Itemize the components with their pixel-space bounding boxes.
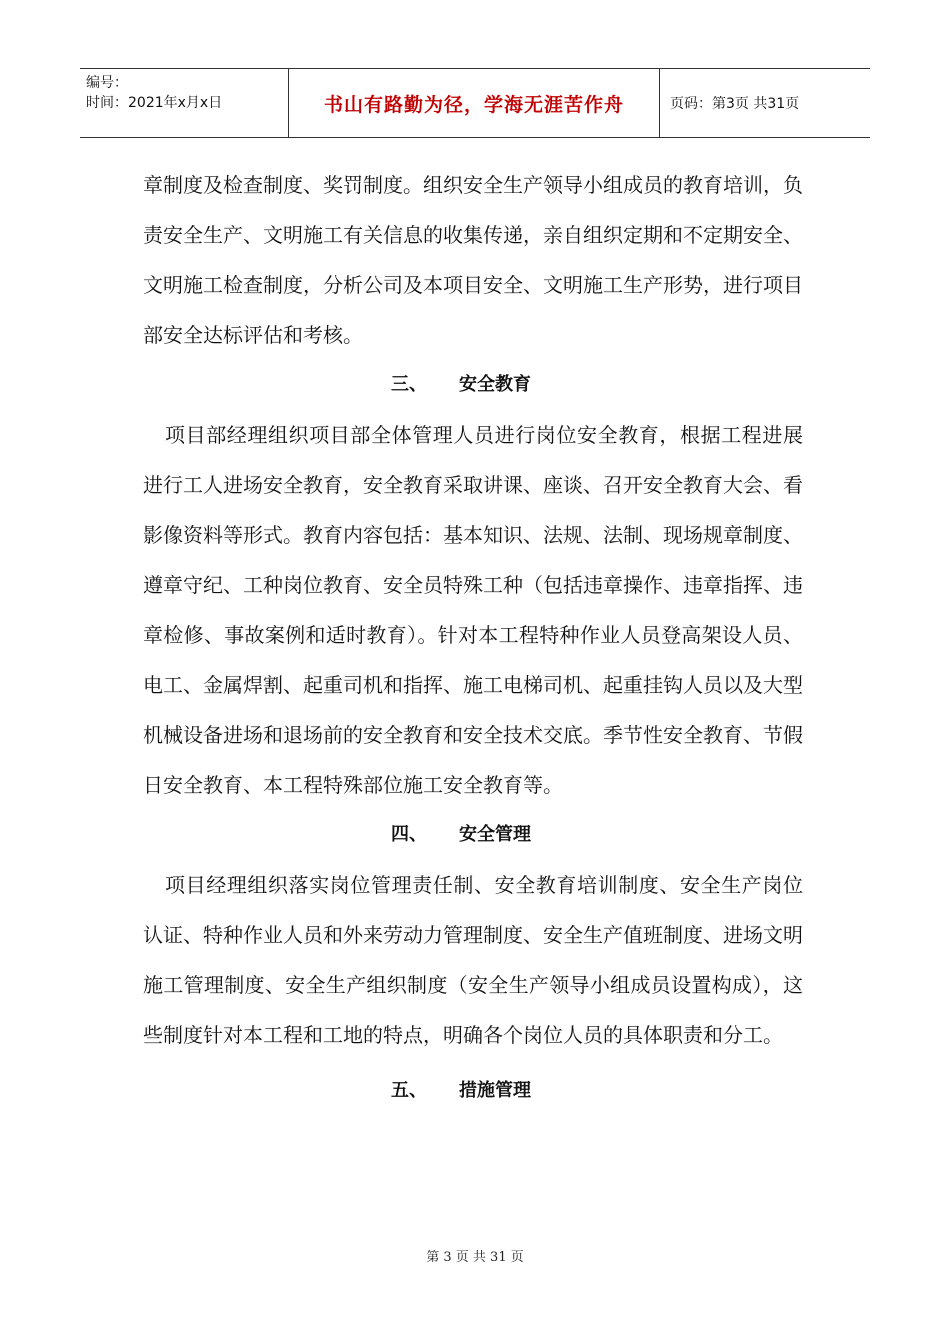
paragraph-2: 项目部经理组织项目部全体管理人员进行岗位安全教育，根据工程进展进行工人进场安全教育，安全教育采取讲课、座谈、召开安全教育大会、看影像资料等形式。教育内容包括：基本知识、法规、法制、现场规章制度、遵章守纪、工种岗位教育、安全员特殊工种（包括违章操作、违章指挥、违章检修、事故案例和适时教育）。针对本工程特种作业人员登高架设人员、电工、金属焊割、起重司机和指挥、施工电梯司机、起重挂钩人员以及大型机械设备进场和退场前的安全教育和安全技术交底。季节性安全教育、节假日安全教育、本工程特殊部位施工安全教育等。 [143, 423, 803, 797]
paragraph-3: 项目经理组织落实岗位管理责任制、安全教育培训制度、安全生产岗位认证、特种作业人员和外来劳动力管理制度、安全生产值班制度、进场文明施工管理制度、安全生产组织制度（安全生产领导小组成员设置构成），这些制度针对本工程和工地的特点，明确各个岗位人员的具体职责和分工。 [143, 873, 803, 1047]
page-header [80, 68, 870, 138]
section-heading-4 [143, 810, 803, 860]
header-page-info: 页码：第3页 共31页 [670, 96, 800, 112]
section-heading-3 [143, 360, 803, 410]
section-title: 安全管理 [459, 824, 531, 845]
section-number: 三、 [391, 374, 427, 395]
section-heading-5 [143, 1066, 803, 1116]
document-body [143, 160, 803, 1116]
header-meta-cell [80, 69, 289, 137]
section-title: 安全教育 [459, 374, 531, 395]
paragraph-1: 章制度及检查制度、奖罚制度。组织安全生产领导小组成员的教育培训，负责安全生产、文明施工有关信息的收集传递，亲自组织定期和不定期安全、文明施工检查制度，分析公司及本项目安全、文明施工生产形势，进行项目部安全达标评估和考核。 [143, 173, 803, 347]
section-number: 五、 [391, 1080, 427, 1101]
date-label: 时间：2021年x月x日 [86, 95, 223, 111]
section-title: 措施管理 [459, 1080, 531, 1101]
section-number: 四、 [391, 824, 427, 845]
header-motto: 书山有路勤为径，学海无涯苦作舟 [289, 69, 660, 137]
page-footer: 第 3 页 共 31 页 [426, 1250, 524, 1265]
serial-label: 编号： [86, 75, 128, 91]
